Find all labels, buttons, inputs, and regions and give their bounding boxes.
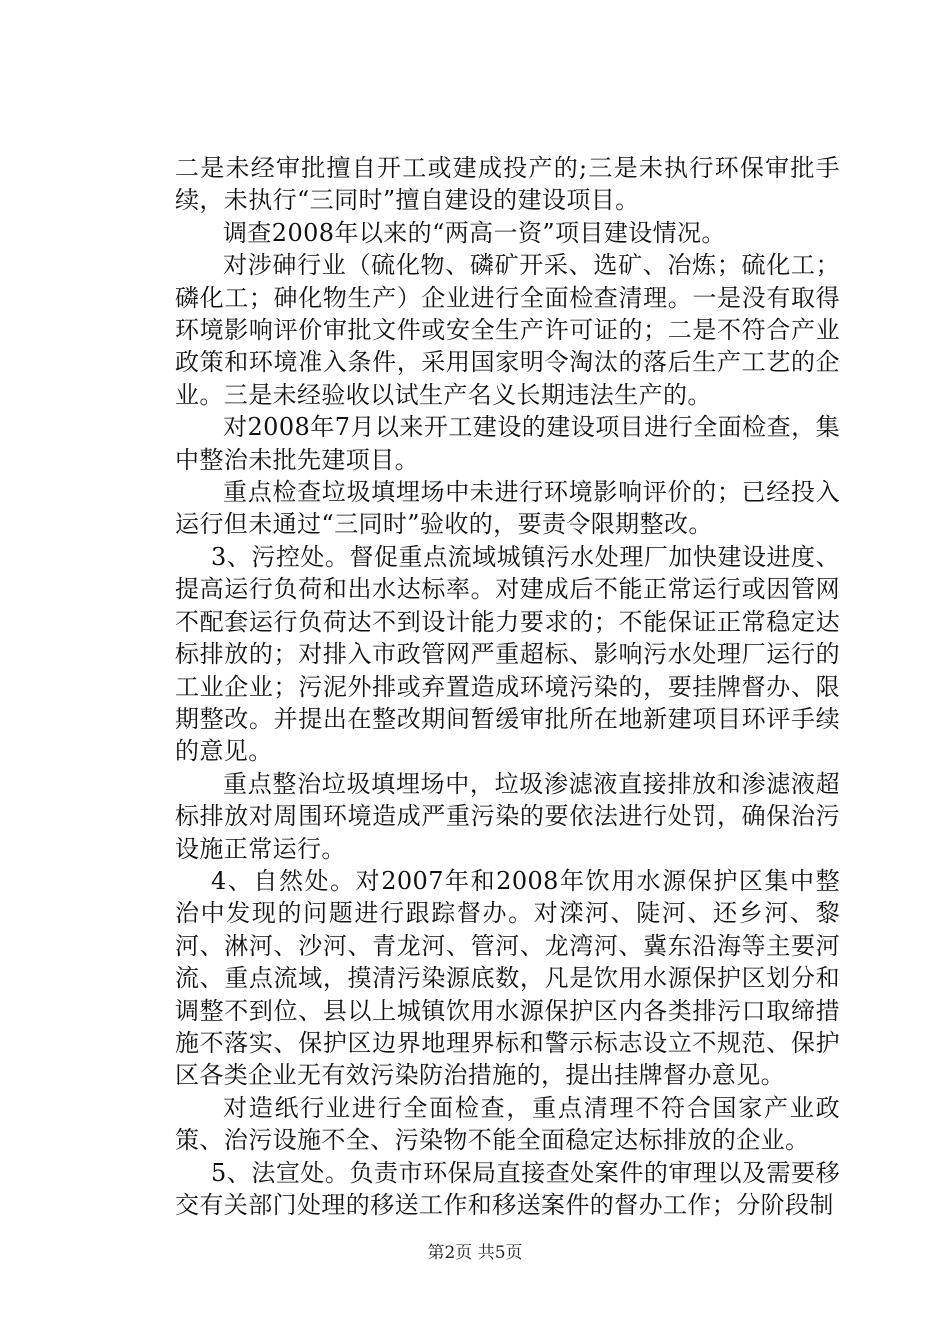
paragraph-landfill-leachate: 重点整治垃圾填埋场中，垃圾渗滤液直接排放和渗滤液超标排放对周围环境造成严重污染的要依法进行处罚，确保治污设施正常运行。 — [175, 769, 840, 863]
paragraph-natural-dept: 4、自然处。对2007年和2008年饮用水源保护区集中整治中发现的问题进行跟踪督办。对滦河、陡河、还乡河、黎河、淋河、沙河、青龙河、管河、龙湾河、冀东沿海等主要河流、重点流域，摸清污染源底数，凡是饮用水源保护区划分和调整不到位、县以上城镇饮用水源保护区内各类排污口取缔措施不落实、保护区边界地理界标和警示标志设立不规范、保护区各类企业无有效污染防治措施的，提出挂牌督办意见。 — [175, 866, 840, 1090]
paragraph-landfill-check: 重点检查垃圾填埋场中未进行环境影响评价的；已经投入运行但未通过“三同时”验收的，要责令限期整改。 — [175, 478, 840, 539]
paragraph-survey: 调查2008年以来的“两高一资”项目建设情况。 — [223, 218, 726, 247]
paragraph-pollution-control: 3、污控处。督促重点流域城镇污水处理厂加快建设进度、提高运行负荷和出水达标率。对建成后不能正常运行或因管网不配套运行负荷达不到设计能力要求的；不能保证正常稳定达标排放的；对排入市政管网严重超标、影响污水处理厂运行的工业企业；污泥外排或弃置造成环境污染的，要挂牌督办、限期整改。并提出在整改期间暂缓审批所在地新建项目环评手续的意见。 — [175, 542, 840, 766]
page-footer: 第2页 共5页 — [427, 1243, 523, 1263]
paragraph-legal-dept: 5、法宣处。负责市环保局直接查处案件的审理以及需要移交有关部门处理的移送工作和移送案件的督办工作；分阶段制 — [175, 1158, 840, 1219]
paragraph-continuation: 二是未经审批擅自开工或建成投产的;三是未执行环保审批手续，未执行“三同时”擅自建设的建设项目。 — [175, 154, 840, 215]
document-body — [175, 152, 840, 1221]
paragraph-paper-industry: 对造纸行业进行全面检查，重点清理不符合国家产业政策、治污设施不全、污染物不能全面稳定达标排放的企业。 — [175, 1093, 840, 1155]
paragraph-arsenic-industry: 对涉砷行业（硫化物、磷矿开采、选矿、冶炼；硫化工；磷化工；砷化物生产）企业进行全面检查清理。一是没有取得环境影响评价审批文件或安全生产许可证的；二是不符合产业政策和环境准入条件，采用国家明令淘汰的落后生产工艺的企业。三是未经验收以试生产名义长期违法生产的。 — [175, 251, 840, 409]
paragraph-construction-check: 对2008年7月以来开工建设的建设项目进行全面检查，集中整治未批先建项目。 — [175, 413, 840, 474]
